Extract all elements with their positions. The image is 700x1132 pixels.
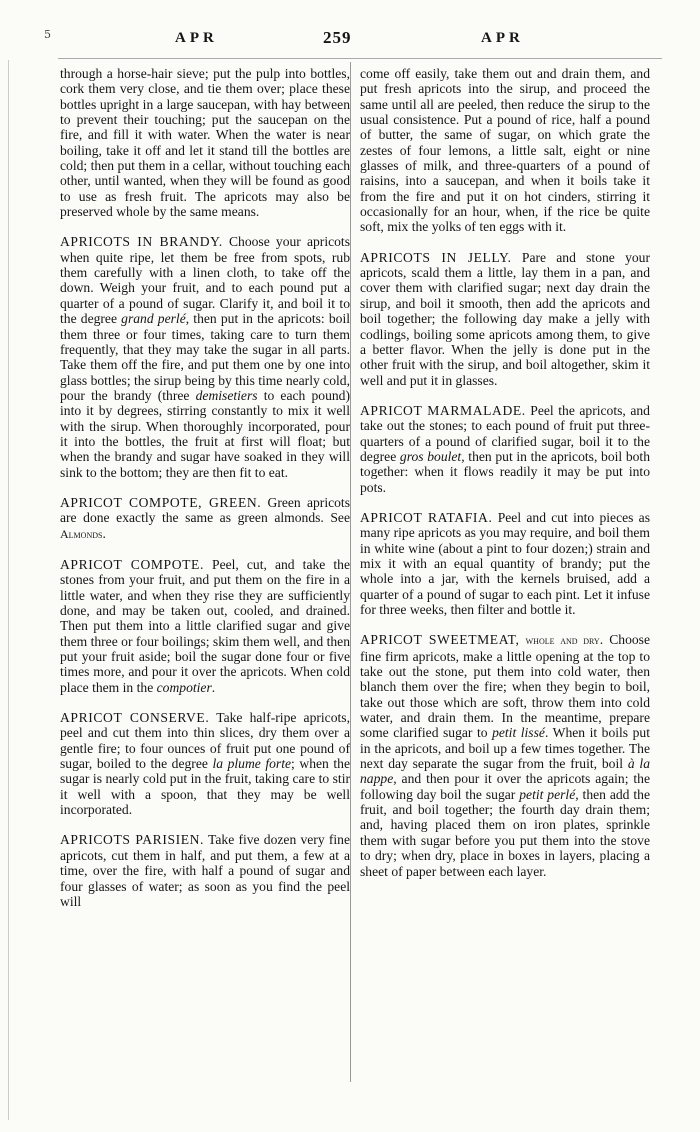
- entry-text: grand perlé: [121, 311, 186, 327]
- recipe-entry: [360, 632, 650, 879]
- recipe-entry: [360, 250, 650, 388]
- entry-heading: APRICOT MARMALADE.: [360, 402, 526, 418]
- recipe-entry: [60, 234, 350, 480]
- page-number: 259: [323, 28, 352, 47]
- recipe-entry: [360, 66, 650, 235]
- entry-text: to each pound) into it by degrees, stirring constantly to mix it well with the sirup. When thoroughly incorporated, pour it into the bottles, the fruit at first will float; but when the brandy and sugar have soaked in they will sink to the bottom; they are then fit to eat.: [60, 387, 350, 480]
- entry-text: gros boulet: [399, 448, 462, 464]
- entry-heading: APRICOT COMPOTE.: [60, 556, 204, 572]
- entry-text: Almonds: [60, 526, 103, 541]
- right-column: [360, 66, 650, 894]
- entry-text: whole and dry: [525, 633, 600, 648]
- header-rule: [58, 58, 662, 59]
- left-column: [60, 66, 350, 924]
- entry-text: Pare and stone your apricots, scald them a little, lay them in a pan, and cover them with clarified sugar; next day drain the sirup, and boil it smooth, then add the apricots and boil together; the following day make a jelly with codlings, boiling some apricots among them, to give a better flavor. When the jelly is done put in the other fruit with the sirup, and boil altogether, skim it well and put it in glasses.: [360, 249, 650, 388]
- recipe-entry: [360, 510, 650, 617]
- entry-heading: APRICOT SWEETMEAT,: [360, 632, 520, 648]
- entry-heading: APRICOT COMPOTE, GREEN.: [60, 494, 262, 510]
- entry-text: compotier: [156, 679, 212, 695]
- column-divider: [350, 62, 351, 1082]
- entry-text: ; when the sugar is nearly cold put in the fruit, taking care to stir it well with a spoon, that they may be well incorporated.: [60, 756, 350, 818]
- entry-text: Take five dozen very fine apricots, cut them in half, and put them, a few at a time, over the fire, with half a pound of sugar and four glasses of water; as soon as you find the peel will: [60, 832, 350, 909]
- entry-text: Peel, cut, and take the stones from your fruit, and put them on the fire in a little water, and when they rise they are sufficiently done, and may be taken out, cooled, and drained. Then put them into a little clarified sugar and give them three or four boilings; skim them well, and then put your fruit aside; boil the sugar done four or five times more, and pour it over the apricots. When cold place them in the: [60, 556, 351, 695]
- recipe-entry: [60, 495, 350, 542]
- entry-text: Peel and cut into pieces as many ripe apricots as you may require, and boil them in white wine (about a pint to four dozen;) strain and mix it with an equal quantity of brandy; put the whole into a jar, with the kernels bruised, add a quarter of a pound of sugar to each pint. Let it infuse for three weeks, then filter and bottle it.: [360, 509, 650, 617]
- entry-heading: APRICOT CONSERVE.: [60, 710, 210, 726]
- entry-text: come off easily, take them out and drain them, and put fresh apricots into the sirup, and proceed the same until all are peeled, then reduce the sirup to the usual consistence. Put a pound of rice, half a pound of butter, the same of sugar, on which grate the zestes of four lemons, a little salt, eight or nine glasses of milk, and three-quarters of a pound of raisins, into a saucepan, and when it boils take it from the fire and put it on hot cinders, stirring it occasionally for an hour, when, if the rice be quite soft, mix the yolks of ten eggs with it.: [360, 66, 650, 235]
- entry-text: Take half-ripe apricots, peel and cut them into thin slices, dry them over a gentle fire; to four ounces of fruit put one pound of sugar, boiled to the degree: [60, 710, 350, 772]
- entry-heading: APRICOTS PARISIEN.: [60, 832, 205, 848]
- entry-text: Green apricots are done exactly the same as green almonds. See: [60, 494, 350, 526]
- entry-text: petit lissé: [492, 725, 545, 741]
- entry-heading: APRICOT RATAFIA.: [360, 509, 493, 525]
- entry-text: petit perlé: [519, 786, 576, 802]
- entry-text: . When it boils put in the apricots, and boil up a few times together. The next day separate the sugar from the fruit, boil: [360, 725, 650, 772]
- entry-text: , then put in the apricots, boil both together: when it flows readily it may be put into pots.: [360, 448, 651, 495]
- entry-text: , then put in the apricots: boil them three or four times, taking care to turn them frequently, that they may take the sugar in all parts. Take them off the fire, and put them one by one into glass bottles; the sirup being by this time nearly cold, pour the brandy (three: [60, 311, 350, 403]
- entry-heading: APRICOTS IN JELLY.: [360, 249, 512, 265]
- binding-edge: [8, 60, 9, 1120]
- entry-text: demisetiers: [195, 387, 258, 403]
- entry-text: , then add the fruit, and boil together; the fourth day drain them; and, having placed them on iron plates, sprinkle them with sugar before you put them into the stove to dry; when dry, place in boxes in layers, placing a sheet of paper between each layer.: [360, 786, 650, 879]
- entry-text: . Choose fine firm apricots, make a little opening at the top to take out the stone, put them into cold water, then blanch them over the fire; when they begin to boil, take out those which are soft, throw them into cold water, and drain them. In the meantime, prepare some clarified sugar to: [360, 632, 650, 741]
- corner-mark: 5: [44, 28, 51, 41]
- entry-text: .: [211, 679, 216, 695]
- recipe-entry: [60, 832, 350, 909]
- running-head-right: APR: [481, 30, 524, 46]
- recipe-entry: [60, 66, 350, 219]
- recipe-entry: [360, 403, 650, 495]
- entry-text: through a horse-hair sieve; put the pulp into bottles, cork them very close, and tie them over; place these bottles upright in a large saucepan, with hay between to prevent their touching; put the saucepan on the fire, and fill it with water. When the water is near boiling, take it off and let it stand till the bottles are cold; then put them in a cellar, without touching each other, until wanted, when they will be found as good to use as fresh fruit. The apricots may also be preserved whole by the same means.: [60, 66, 350, 220]
- entry-heading: APRICOTS IN BRANDY.: [60, 234, 223, 250]
- entry-text: , and then pour it over the apricots again; the following day boil the sugar: [360, 771, 650, 802]
- recipe-entry: [60, 557, 350, 695]
- running-head-left: APR: [175, 30, 218, 46]
- recipe-entry: [60, 710, 350, 817]
- entry-text: la plume forte: [212, 756, 292, 772]
- entry-text: Peel the apricots, and take out the stones; to each pound of fruit put three-quarters of a pound of clarified sugar, boil it to the degree: [360, 402, 650, 464]
- entry-text: à la nappe: [360, 756, 650, 787]
- entry-text: .: [102, 525, 106, 541]
- entry-text: Choose your apricots when quite ripe, let them be free from spots, rub them carefully with a linen cloth, to take off the down. Weigh your fruit, and to each pound put a quarter of a pound of sugar. Clarify it, and boil it to the degree: [60, 234, 350, 327]
